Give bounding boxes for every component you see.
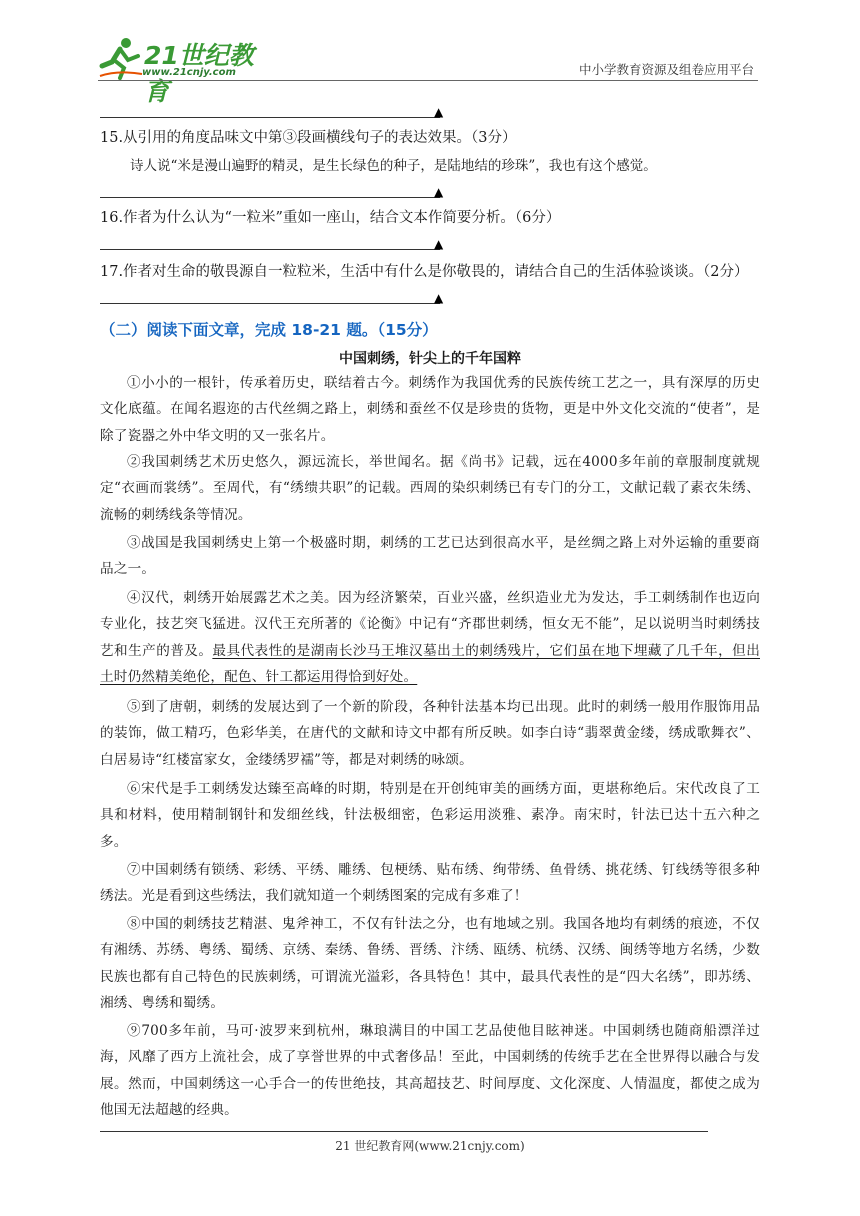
answer-marker-icon: ▲: [434, 105, 444, 119]
runner-logo-icon: [98, 36, 144, 80]
page-header: [98, 30, 758, 106]
paragraph-8: ⑧中国的刺绣技艺精湛、鬼斧神工，不仅有针法之分，也有地域之别。我国各地均有刺绣的痕迹，不仅有湘绣、苏绣、粤绣、蜀绣、京绣、秦绣、鲁绣、晋绣、汴绣、瓯绣、杭绣、汉绣、闽绣等地方名绣，少数民族也都有自己特色的民族刺绣，可谓流光溢彩，各具特色！其中，最具代表性的是“四大名绣”，即苏绣、湘绣、粤绣和蜀绣。: [100, 916, 760, 1012]
answer-marker-icon: ▲: [434, 237, 444, 251]
paragraph-4-text: ④汉代，刺绣开始展露艺术之美。因为经济繁荣，百业兴盛，丝织造业尤为发达，手工刺绣制作也迈向专业化，技艺突飞猛进。汉代王充所著的《论衡》中记有“齐郡世刺绣，恒女无不能”，足以说明当时刺绣技艺和生产的普及。: [100, 590, 760, 659]
page-footer: 21 世纪教育网(www.21cnjy.com): [335, 1139, 525, 1153]
logo-url: www.21cnjy.com: [142, 67, 236, 78]
answer-line: [100, 117, 440, 118]
paragraph-5: ⑤到了唐朝，刺绣的发展达到了一个新的阶段，各种针法基本均已出现。此时的刺绣一般用作服饰用品的装饰，做工精巧，色彩华美，在唐代的文献和诗文中都有所反映。如李白诗“翡翠黄金缕，绣成歌舞衣”、白居易诗“红楼富家女，金缕绣罗襦”等，都是对刺绣的咏颂。: [100, 699, 760, 768]
site-logo: [98, 36, 268, 106]
question-15-quote: 诗人说“米是漫山遍野的精灵，是生长绿色的种子，是陆地结的珍珠”，我也有这个感觉。: [130, 158, 657, 174]
logo-text: 21世纪教育: [144, 41, 254, 106]
answer-line: [100, 303, 440, 304]
paragraph-9: ⑨700多年前，马可·波罗来到杭州，琳琅满目的中国工艺品使他目眩神迷。中国刺绣也随商船漂洋过海，风靡了西方上流社会，成了享誉世界的中式奢侈品！至此，中国刺绣的传统手艺在全世界得以融合与发展。然而，中国刺绣这一心手合一的传世绝技，其高超技艺、时间厚度、文化深度、人情温度，都使之成为他国无法超越的经典。: [100, 1023, 760, 1119]
paragraph-7: ⑦中国刺绣有锁绣、彩绣、平绣、雕绣、包梗绣、贴布绣、绚带绣、鱼骨绣、挑花绣、钉线绣等很多种绣法。光是看到这些绣法，我们就知道一个刺绣图案的完成有多难了！: [100, 862, 760, 905]
question-16: 16.作者为什么认为“一粒米”重如一座山，结合文本作简要分析。（6分）: [100, 210, 561, 226]
paragraph-3: ③战国是我国刺绣史上第一个极盛时期，刺绣的工艺已达到很高水平，是丝绸之路上对外运输的重要商品之一。: [100, 535, 760, 578]
answer-line: [100, 197, 440, 198]
paragraph-1: ①小小的一根针，传承着历史，联结着古今。刺绣作为我国优秀的民族传统工艺之一，具有深厚的历史文化底蕴。在闻名遐迩的古代丝绸之路上，刺绣和蚕丝不仅是珍贵的货物，更是中外文化交流的“使者”，是除了瓷器之外中华文明的又一张名片。: [100, 375, 760, 444]
answer-marker-icon: ▲: [434, 185, 444, 199]
footer-divider: [100, 1131, 708, 1132]
section-title: （二）阅读下面文章，完成 18-21 题。（15分）: [100, 321, 438, 339]
paragraph-6: ⑥宋代是手工刺绣发达臻至高峰的时期，特别是在开创纯审美的画绣方面，更堪称绝后。宋代改良了工具和材料，使用精制钢针和发细丝线，针法极细密，色彩运用淡雅、素净。南宋时，针法已达十五六种之多。: [100, 781, 760, 850]
header-divider: [98, 80, 758, 81]
answer-line: [100, 249, 440, 250]
paragraph-4: [100, 585, 760, 691]
article-title: 中国刺绣，针尖上的千年国粹: [339, 351, 521, 367]
underlined-sentence: 最具代表性的是湖南长沙马王堆汉墓出土的刺绣残片，它们虽在地下埋藏了几千年，但出土时仍然精美绝伦，配色、针工都运用得恰到好处。: [100, 642, 760, 686]
answer-marker-icon: ▲: [434, 291, 444, 305]
question-15: 15.从引用的角度品味文中第③段画横线句子的表达效果。（3分）: [100, 130, 517, 146]
platform-name: 中小学教育资源及组卷应用平台: [578, 62, 754, 77]
paragraph-2: ②我国刺绣艺术历史悠久，源远流长，举世闻名。据《尚书》记载，远在4000多年前的章服制度就规定“衣画而裳绣”。至周代，有“绣缋共职”的记载。西周的染织刺绣已有专门的分工，文献记载了素衣朱绣、流畅的刺绣线条等情况。: [100, 454, 760, 523]
question-17: 17.作者对生命的敬畏源自一粒粒米，生活中有什么是你敬畏的，请结合自己的生活体验谈谈。（2分）: [100, 264, 749, 280]
